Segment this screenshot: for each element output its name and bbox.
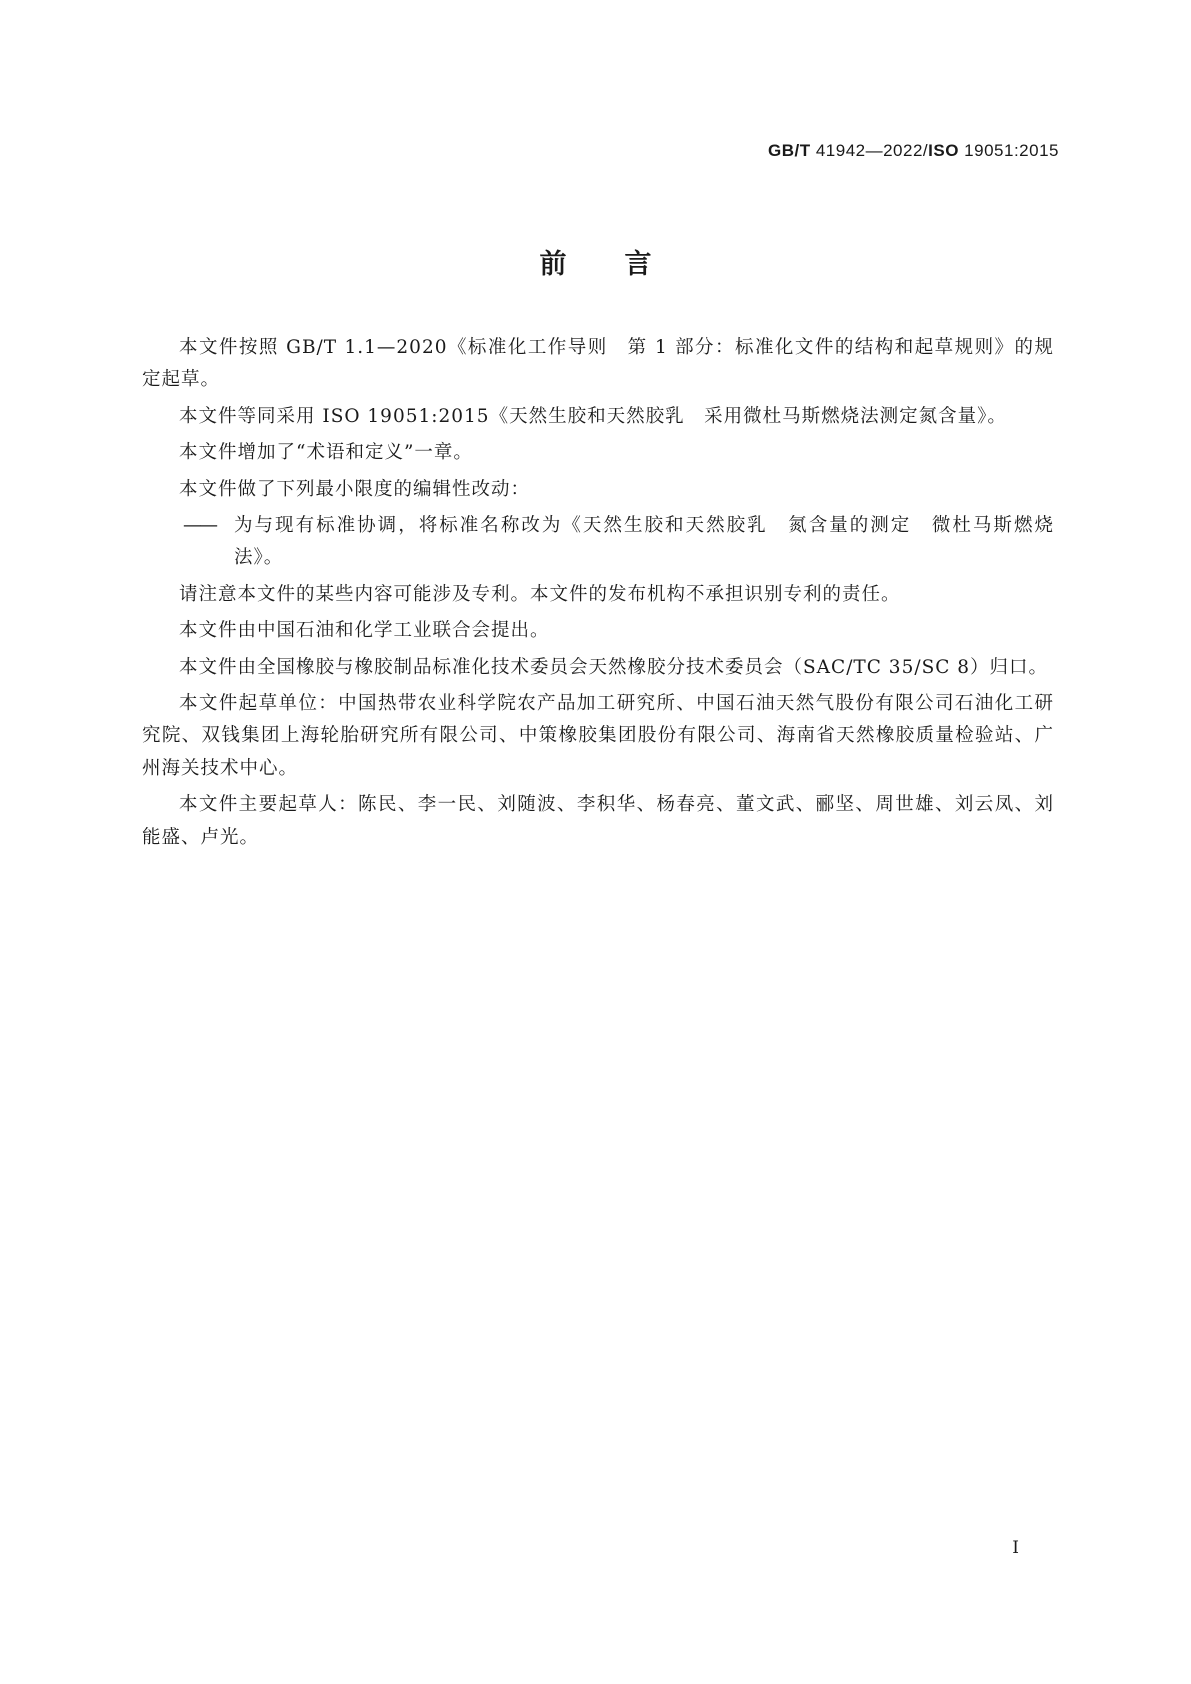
paragraph: 本文件做了下列最小限度的编辑性改动： (179, 478, 531, 500)
paragraph: 请注意本文件的某些内容可能涉及专利。本文件的发布机构不承担识别专利的责任。 (179, 583, 901, 605)
standard-code (768, 141, 1059, 161)
list-item-text: 为与现有标准协调，将标准名称改为《天然生胶和天然胶乳 氮含量的测定 微杜马斯燃烧法》。 (234, 515, 1054, 569)
paragraph: 本文件主要起草人：陈民、李一民、刘随波、李积华、杨春亮、董文武、郦坚、周世雄、刘云凤、刘能盛、卢光。 (142, 794, 1054, 848)
paragraph: 本文件起草单位：中国热带农业科学院农产品加工研究所、中国石油天然气股份有限公司石油化工研究院、双钱集团上海轮胎研究所有限公司、中策橡胶集团股份有限公司、海南省天然橡胶质量检验站、广州海关技术中心。 (142, 693, 1054, 779)
paragraph: 本文件等同采用 ISO 19051:2015《天然生胶和天然胶乳 采用微杜马斯燃烧法测定氮含量》。 (179, 405, 1007, 427)
paragraph: 本文件由全国橡胶与橡胶制品标准化技术委员会天然橡胶分技术委员会（SAC/TC 35/SC 8）归口。 (179, 656, 1049, 678)
page-number: I (1012, 1538, 1019, 1558)
standard-code-prefix: GB/T (768, 141, 811, 160)
paragraph: 本文件由中国石油和化学工业联合会提出。 (179, 620, 550, 642)
list-item (142, 510, 1054, 575)
dash-marker: —— (183, 515, 216, 537)
standard-code-iso: ISO (928, 141, 959, 160)
paragraph: 本文件增加了“术语和定义”一章。 (179, 442, 473, 464)
page-title: 前言 (539, 249, 710, 280)
standard-code-number: 41942—2022/ (810, 141, 929, 160)
paragraph: 本文件按照 GB/T 1.1—2020《标准化工作导则 第 1 部分：标准化文件的结构和起草规则》的规定起草。 (142, 337, 1054, 391)
foreword-body (142, 332, 1054, 858)
standard-code-iso-number: 19051:2015 (958, 141, 1059, 160)
